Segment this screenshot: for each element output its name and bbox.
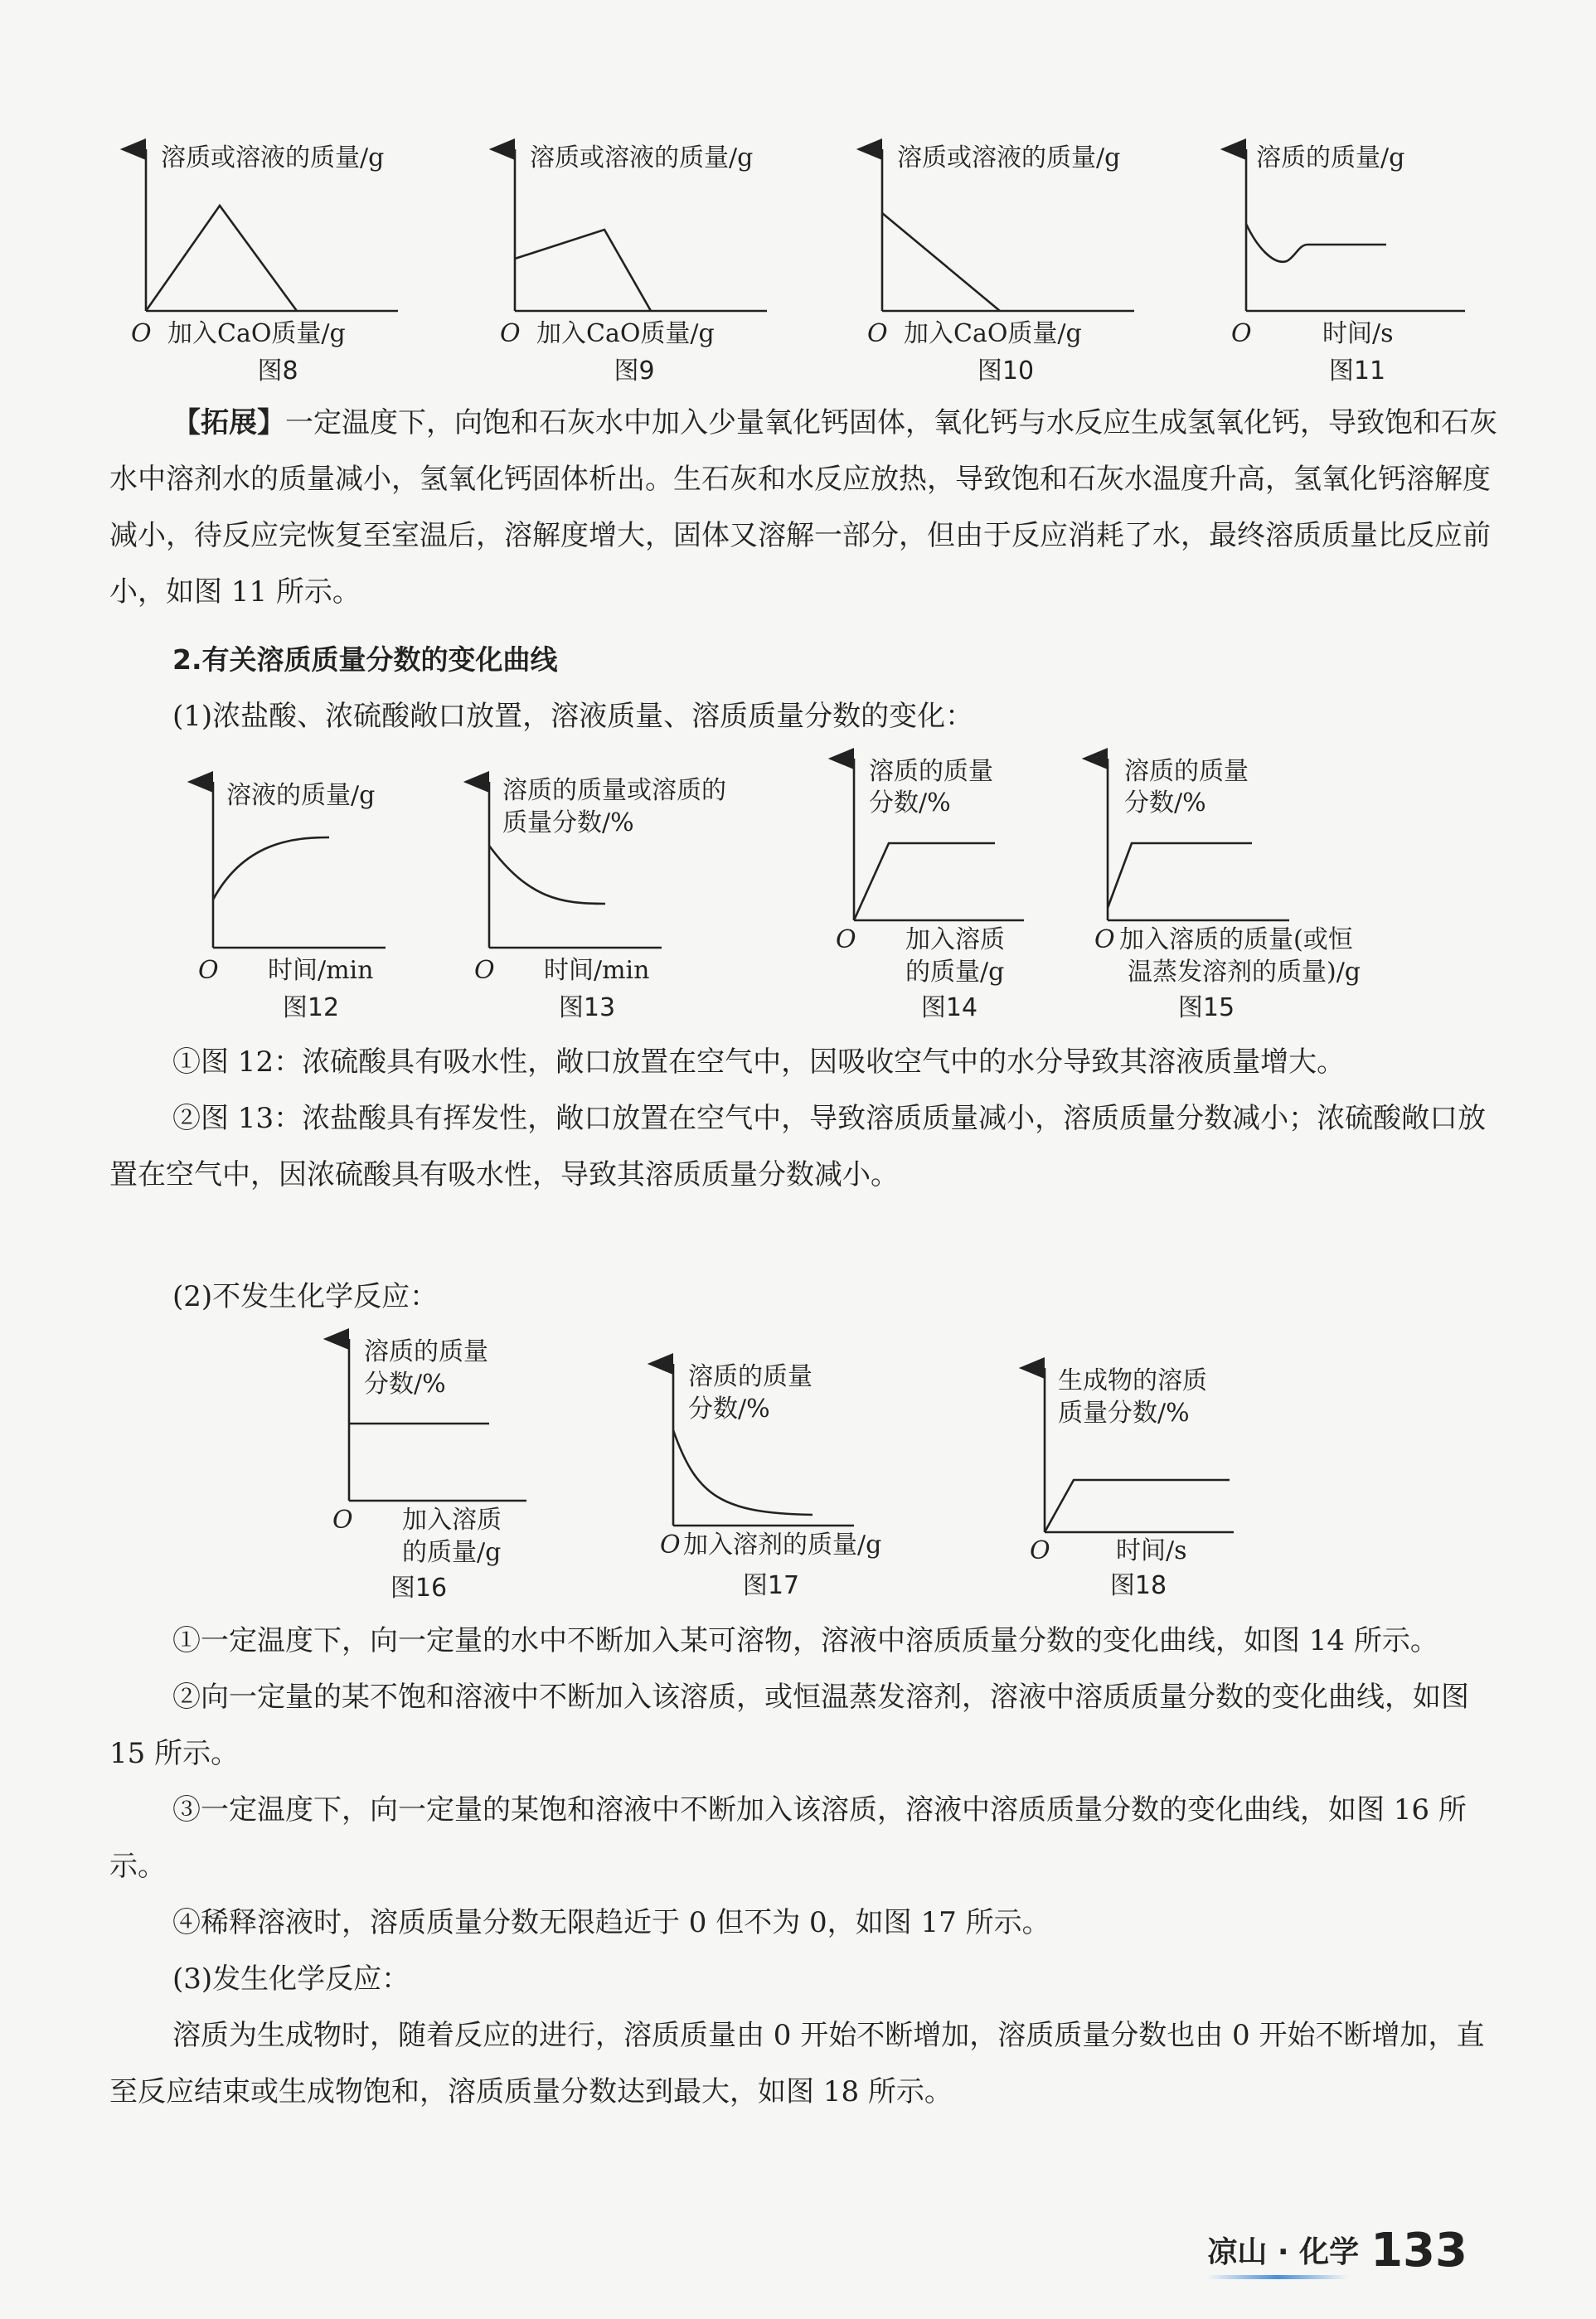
figure-12-plot bbox=[187, 767, 435, 1024]
origin-label: O bbox=[660, 1531, 681, 1560]
x-axis-label: 加入CaO质量/g bbox=[167, 319, 346, 348]
paragraph-item-4: ④稀释溶液时，溶质质量分数无限趋近于 0 但不为 0，如图 17 所示。 bbox=[172, 1906, 1050, 1939]
y-axis-label-line2: 分数/% bbox=[364, 1370, 446, 1399]
y-axis-label-line1: 溶质的质量 bbox=[1124, 757, 1249, 786]
subheading-2: (2)不发生化学反应： bbox=[172, 1280, 439, 1313]
x-axis-label-line2: 的质量/g bbox=[402, 1538, 502, 1567]
figure-caption: 图16 bbox=[390, 1574, 448, 1603]
origin-label: O bbox=[131, 319, 152, 348]
figure-caption: 图14 bbox=[920, 993, 978, 1022]
figure-caption: 图9 bbox=[614, 357, 655, 386]
figure-caption: 图13 bbox=[558, 993, 616, 1022]
figure-17 bbox=[655, 1356, 970, 1604]
x-axis-label: 时间/min bbox=[544, 956, 650, 985]
footer-accent-bar bbox=[1207, 2275, 1348, 2279]
figure-caption: 图8 bbox=[257, 357, 298, 386]
y-axis-label: 溶质或溶液的质量/g bbox=[161, 143, 385, 172]
section-heading: 2.有关溶质质量分数的变化曲线 bbox=[172, 643, 558, 676]
figure-9-plot bbox=[493, 133, 808, 381]
y-axis-label-line1: 溶质的质量 bbox=[869, 757, 993, 786]
extension-label: 【拓展】 bbox=[172, 406, 285, 439]
x-axis-label: 时间/s bbox=[1322, 319, 1394, 348]
figure-11 bbox=[1225, 133, 1498, 386]
subheading-3: (3)发生化学反应： bbox=[172, 1962, 410, 1996]
figure-caption: 图12 bbox=[282, 993, 340, 1022]
origin-label: O bbox=[867, 319, 888, 348]
y-axis-label-line1: 生成物的溶质 bbox=[1058, 1366, 1207, 1395]
paragraph-fig13: ②图 13：浓盐酸具有挥发性，敞口放置在空气中，导致溶质质量减小，溶质质量分数减小；浓硫酸敞口放置在空气中，因浓硫酸具有吸水性，导致其溶质质量分数减小。 bbox=[109, 1102, 1487, 1191]
figure-caption: 图17 bbox=[742, 1571, 800, 1600]
y-axis-label-line1: 溶质的质量 bbox=[688, 1362, 813, 1391]
curve bbox=[854, 843, 995, 920]
paragraph-fig12: ①图 12：浓硫酸具有吸水性，敞口放置在空气中，因吸收空气中的水分导致其溶液质量增大。 bbox=[172, 1045, 1346, 1079]
x-axis-label-line1: 加入溶质的质量(或恒 bbox=[1119, 925, 1353, 954]
figure-15 bbox=[1086, 750, 1418, 1024]
curve bbox=[1108, 843, 1252, 908]
y-axis-label: 溶质的质量/g bbox=[1256, 143, 1405, 172]
figure-8-plot bbox=[124, 133, 439, 381]
figure-12 bbox=[187, 767, 435, 1024]
y-axis-label-line2: 分数/% bbox=[1124, 788, 1206, 817]
origin-label: O bbox=[1231, 319, 1252, 348]
y-axis-label-line2: 质量分数/% bbox=[502, 808, 634, 837]
paragraph-block-row3 bbox=[109, 1613, 1511, 2120]
x-axis-label-line1: 加入溶质 bbox=[905, 925, 1005, 954]
origin-label: O bbox=[1030, 1536, 1050, 1565]
figure-11-plot bbox=[1225, 133, 1498, 381]
paragraph-item-1: ①一定温度下，向一定量的水中不断加入某可溶物，溶液中溶质质量分数的变化曲线，如图 14 所示。 bbox=[172, 1624, 1438, 1657]
figure-13-plot bbox=[463, 767, 794, 1024]
curve bbox=[146, 206, 297, 311]
figure-18 bbox=[1026, 1360, 1308, 1608]
figure-9 bbox=[493, 133, 808, 386]
figure-16 bbox=[327, 1331, 609, 1604]
y-axis-label-line1: 溶质的质量 bbox=[364, 1337, 488, 1366]
x-axis-label: 加入CaO质量/g bbox=[904, 319, 1082, 348]
figure-caption: 图18 bbox=[1109, 1571, 1167, 1600]
paragraph-item-2: ②向一定量的某不饱和溶液中不断加入该溶质，或恒温蒸发溶剂，溶液中溶质质量分数的变化曲线，如图 15 所示。 bbox=[109, 1681, 1469, 1770]
y-axis-label-line2: 质量分数/% bbox=[1058, 1399, 1190, 1428]
extension-paragraph bbox=[109, 395, 1511, 620]
curve bbox=[882, 213, 1000, 311]
x-axis-label: 时间/s bbox=[1116, 1536, 1187, 1565]
y-axis-label-line2: 分数/% bbox=[688, 1395, 770, 1424]
x-axis-label-line2: 的质量/g bbox=[905, 958, 1005, 987]
curve bbox=[213, 837, 329, 900]
curve bbox=[1045, 1480, 1230, 1532]
y-axis-label: 溶液的质量/g bbox=[226, 781, 376, 810]
x-axis-label: 加入CaO质量/g bbox=[536, 319, 715, 348]
origin-label: O bbox=[500, 319, 521, 348]
figure-15-plot bbox=[1086, 750, 1418, 1024]
paragraph-block-row2 bbox=[109, 1034, 1511, 1203]
figure-caption: 图10 bbox=[977, 357, 1035, 386]
y-axis-label: 溶质或溶液的质量/g bbox=[530, 143, 754, 172]
origin-label: O bbox=[474, 956, 495, 985]
curve bbox=[489, 846, 605, 904]
origin-label: O bbox=[332, 1506, 353, 1535]
origin-label: O bbox=[836, 925, 856, 954]
figure-caption: 图15 bbox=[1177, 993, 1235, 1022]
subheading-1: (1)浓盐酸、浓硫酸敞口放置，溶液质量、溶质质量分数的变化： bbox=[172, 700, 974, 733]
origin-label: O bbox=[198, 956, 219, 985]
figure-14 bbox=[829, 750, 1078, 1024]
x-axis-label-line1: 加入溶质 bbox=[402, 1506, 502, 1535]
figure-16-plot bbox=[327, 1331, 609, 1604]
y-axis-label-line2: 分数/% bbox=[869, 788, 951, 817]
page-number: 133 bbox=[1370, 2224, 1467, 2278]
origin-label: O bbox=[1094, 925, 1115, 954]
x-axis-label: 时间/min bbox=[268, 956, 374, 985]
figure-10 bbox=[861, 133, 1176, 386]
figure-13 bbox=[463, 767, 794, 1024]
footer-brand: 凉山 · 化学 bbox=[1207, 2235, 1360, 2269]
figure-14-plot bbox=[829, 750, 1078, 1024]
paragraph-item-3: ③一定温度下，向一定量的某饱和溶液中不断加入该溶质，溶液中溶质质量分数的变化曲线，如图 16 所示。 bbox=[109, 1793, 1467, 1883]
curve bbox=[1246, 224, 1386, 262]
page-footer bbox=[1207, 2224, 1467, 2278]
extension-text: 一定温度下，向饱和石灰水中加入少量氧化钙固体，氧化钙与水反应生成氢氧化钙，导致饱和石灰水中溶剂水的质量减小，氢氧化钙固体析出。生石灰和水反应放热，导致饱和石灰水温度升高，氢氧化钙溶解度减小，待反应完恢复至室温后，溶解度增大，固体又溶解一部分，但由于反应消耗了水，最终溶质质量比反应前小，如图 11 所示。 bbox=[109, 406, 1497, 609]
y-axis-label: 溶质或溶液的质量/g bbox=[897, 143, 1121, 172]
paragraph-final: 溶质为生成物时，随着反应的进行，溶质质量由 0 开始不断增加，溶质质量分数也由 0 开始不断增加，直至反应结束或生成物饱和，溶质质量分数达到最大，如图 18 所示。 bbox=[109, 2019, 1485, 2108]
figure-caption: 图11 bbox=[1328, 357, 1386, 386]
curve bbox=[515, 230, 651, 311]
y-axis-label-line1: 溶质的质量或溶质的 bbox=[502, 776, 726, 805]
curve bbox=[673, 1430, 813, 1515]
figure-8 bbox=[124, 133, 439, 386]
figure-10-plot bbox=[861, 133, 1176, 381]
x-axis-label: 加入溶剂的质量/g bbox=[683, 1531, 882, 1560]
x-axis-label-line2: 温蒸发溶剂的质量)/g bbox=[1128, 958, 1361, 987]
